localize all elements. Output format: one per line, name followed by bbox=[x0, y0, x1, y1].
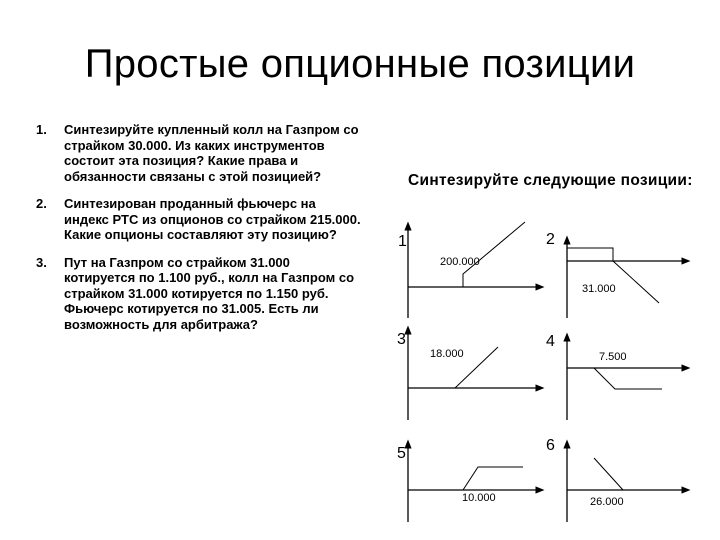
panel-label: 5 bbox=[397, 445, 406, 462]
panel-3 bbox=[397, 330, 540, 420]
panel-label: 1 bbox=[398, 233, 407, 250]
strike-price: 18.000 bbox=[430, 348, 464, 360]
strike-price: 10.000 bbox=[462, 492, 496, 504]
question-line: Синтезирован проданный фьючерс на bbox=[64, 196, 316, 211]
question-line: страйком 30.000. Из каких инструментов bbox=[64, 137, 325, 153]
panel-2 bbox=[546, 231, 686, 318]
panel-4 bbox=[546, 333, 686, 420]
payoff-line bbox=[594, 458, 623, 490]
question-line: состоит эта позиция? Какие права и bbox=[64, 153, 299, 168]
synth-heading: Синтезируйте следующие позиции: bbox=[408, 172, 693, 189]
question-line: возможность для арбитража? bbox=[64, 316, 258, 332]
page-title: Простые опционные позиции bbox=[84, 42, 636, 86]
panel-5 bbox=[397, 444, 540, 522]
payoff-line bbox=[408, 467, 523, 490]
question-line: обязанности связаны с этой позицией? bbox=[64, 168, 322, 184]
payoff-line bbox=[408, 222, 525, 287]
question-line: Фьючерс котируется по 31.005. Есть ли bbox=[64, 301, 319, 316]
question-number: 1. bbox=[36, 122, 47, 137]
panel-label: 2 bbox=[546, 231, 555, 248]
payoff-line bbox=[594, 368, 662, 389]
question-line: страйком 31.000 котируется по 1.150 руб. bbox=[64, 285, 329, 301]
strike-price: 31.000 bbox=[582, 283, 616, 295]
question-line: котируется по 1.100 руб., колл на Газпром со bbox=[64, 270, 355, 285]
strike-price: 200.000 bbox=[440, 256, 480, 268]
panel-6 bbox=[546, 437, 686, 522]
question-line: Синтезируйте купленный колл на Газпром со bbox=[64, 122, 359, 137]
strike-price: 7.500 bbox=[599, 351, 627, 363]
panel-label: 6 bbox=[546, 437, 555, 454]
panel-1 bbox=[398, 222, 540, 318]
question-line: Какие опционы составляют эту позицию? bbox=[64, 227, 337, 242]
strike-price: 26.000 bbox=[590, 496, 624, 508]
question-number: 3. bbox=[36, 254, 47, 270]
question-line: Пут на Газпром со страйком 31.000 bbox=[64, 254, 290, 270]
question-number: 2. bbox=[36, 196, 47, 211]
panel-label: 3 bbox=[397, 331, 406, 348]
panel-label: 4 bbox=[546, 333, 555, 350]
question-line: индекс РТС из опционов со страйком 215.000. bbox=[64, 211, 361, 227]
